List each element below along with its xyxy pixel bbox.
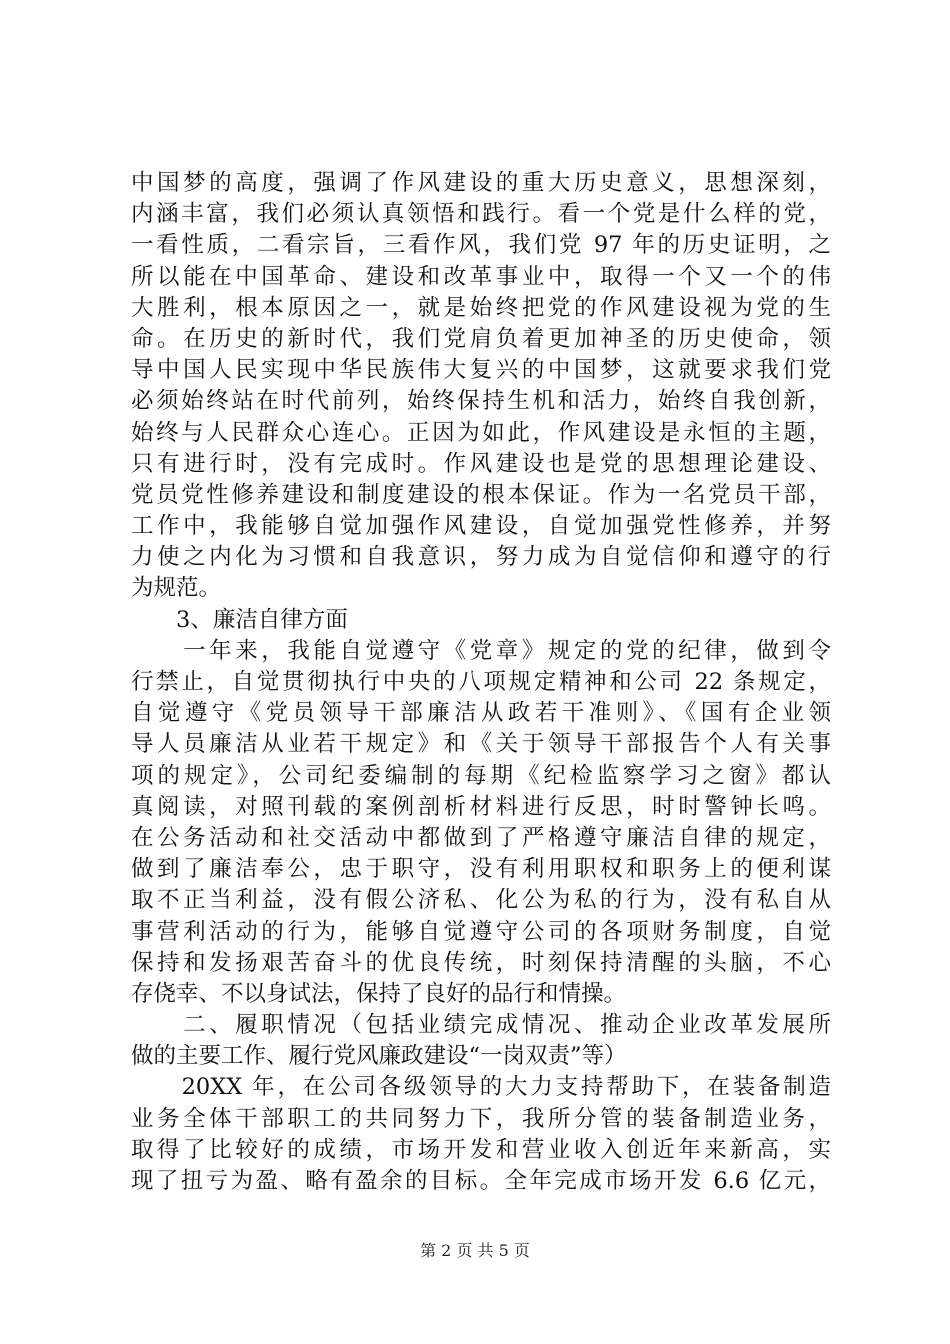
text-line: 20XX 年，在公司各级领导的大力支持帮助下，在装备制造	[131, 1074, 831, 1101]
text-line: 中国梦的高度，强调了作风建设的重大历史意义，思想深刻，	[131, 170, 831, 196]
text-line: 业务全体干部职工的共同努力下，我所分管的装备制造业务，	[131, 1105, 831, 1132]
text-line: 取得了比较好的成绩，市场开发和营业收入创近年来新高，实	[131, 1136, 831, 1163]
text-line: 存侥幸、不以身试法，保持了良好的品行和情操。	[131, 980, 627, 1007]
text-line: 为规范。	[131, 575, 222, 602]
text-line: 只有进行时，没有完成时。作风建设也是党的思想理论建设、	[131, 450, 831, 477]
text-line: 命。在历史的新时代，我们党肩负着更加神圣的历史使命，领	[131, 325, 831, 352]
text-line: 在公务活动和社交活动中都做到了严格遵守廉洁自律的规定，	[131, 824, 831, 851]
text-line: 一看性质，二看宗旨，三看作风，我们党 97 年的历史证明，之	[131, 232, 831, 259]
text-line: 导中国人民实现中华民族伟大复兴的中国梦，这就要求我们党	[131, 357, 831, 384]
text-line: 保持和发扬艰苦奋斗的优良传统，时刻保持清醒的头脑，不心	[131, 949, 831, 976]
text-line: 所以能在中国革命、建设和改革事业中，取得一个又一个的伟	[131, 263, 831, 290]
text-line: 事营利活动的行为，能够自觉遵守公司的各项财务制度，自觉	[131, 918, 831, 945]
text-line: 取不正当利益，没有假公济私、化公为私的行为，没有私自从	[131, 887, 831, 914]
body-text	[131, 168, 831, 1197]
page-footer: 第 2 页 共 5 页	[420, 1241, 530, 1260]
text-line: 力使之内化为习惯和自我意识，努力成为自觉信仰和遵守的行	[131, 544, 831, 571]
text-line: 始终与人民群众心连心。正因为如此，作风建设是永恒的主题，	[131, 419, 831, 446]
text-line: 一年来，我能自觉遵守《党章》规定的党的纪律，做到令	[131, 637, 831, 664]
text-line: 自觉遵守《党员领导干部廉洁从政若干准则》、《国有企业领	[131, 700, 831, 727]
text-line: 真阅读，对照刊载的案例剖析材料进行反思，时时警钟长鸣。	[131, 793, 831, 820]
text-line: 必须始终站在时代前列，始终保持生机和活力，始终自我创新，	[131, 388, 831, 415]
text-line: 内涵丰富，我们必须认真领悟和践行。看一个党是什么样的党，	[131, 201, 831, 228]
text-line: 行禁止，自觉贯彻执行中央的八项规定精神和公司 22 条规定，	[131, 669, 831, 695]
text-line: 党员党性修养建设和制度建设的根本保证。作为一名党员干部，	[131, 481, 831, 508]
text-line: 现了扭亏为盈、略有盈余的目标。全年完成市场开发 6.6 亿元，	[131, 1168, 831, 1194]
text-line: 项的规定》，公司纪委编制的每期《纪检监察学习之窗》都认	[131, 762, 831, 789]
text-line: 导人员廉洁从业若干规定》和《关于领导干部报告个人有关事	[131, 731, 831, 758]
text-line: 二、履职情况（包括业绩完成情况、推动企业改革发展所	[131, 1012, 831, 1039]
text-line: 做到了廉洁奉公，忠于职守，没有利用职权和职务上的便利谋	[131, 856, 831, 883]
text-line: 工作中，我能够自觉加强作风建设，自觉加强党性修养，并努	[131, 513, 831, 540]
text-line: 做的主要工作、履行党风廉政建设“一岗双责”等）	[131, 1043, 627, 1070]
text-line: 3、廉洁自律方面	[131, 606, 348, 633]
text-line: 大胜利，根本原因之一，就是始终把党的作风建设视为党的生	[131, 294, 831, 321]
